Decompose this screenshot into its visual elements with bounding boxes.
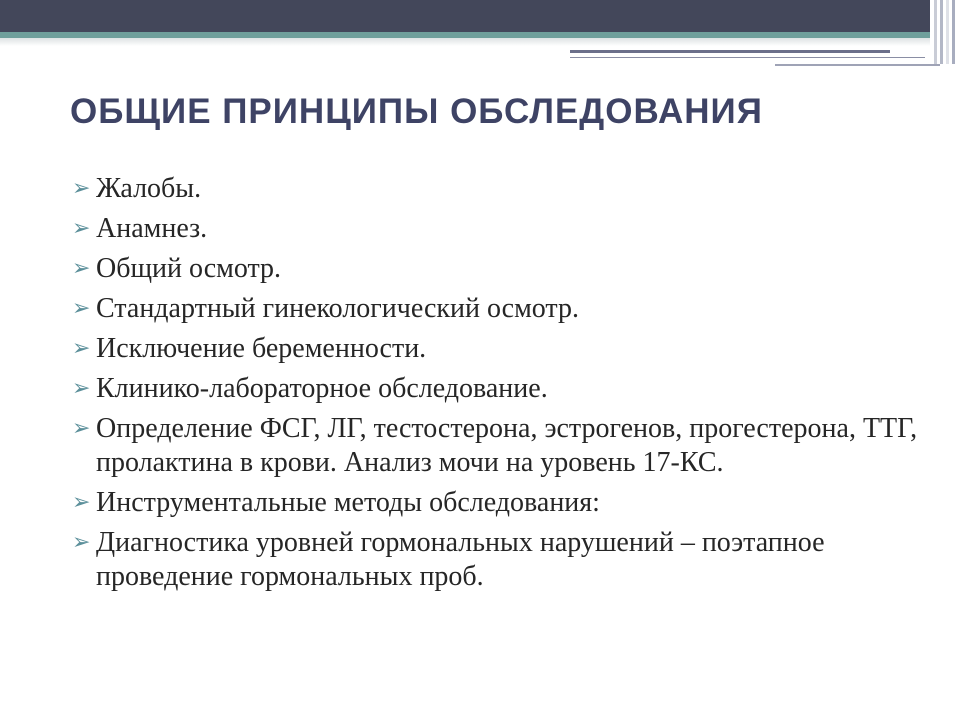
header-band [0, 0, 960, 32]
list-item [72, 412, 932, 480]
list-item [72, 292, 932, 326]
list-item [72, 252, 932, 286]
list-item-text: Стандартный гинекологический осмотр. [96, 293, 580, 324]
list-item-text: Жалобы. [96, 173, 202, 204]
decorative-line [570, 50, 890, 53]
arrowhead-bullet-icon: ➢ [72, 530, 91, 555]
list-item-text: Общий осмотр. [96, 253, 282, 284]
shadow-stripe [0, 38, 960, 46]
arrowhead-bullet-icon: ➢ [72, 176, 91, 201]
list-item [72, 486, 932, 520]
arrowhead-bullet-icon: ➢ [72, 256, 91, 281]
list-item [72, 372, 932, 406]
list-item-text: Инструментальные методы обследования: [96, 487, 600, 518]
list-item [72, 526, 932, 594]
list-item-text: Определение ФСГ, ЛГ, тестостерона, эстрогенов, прогестерона, ТТГ, пролактина в крови. Анализ мочи на уровень 17-КС. [96, 413, 918, 478]
arrowhead-bullet-icon: ➢ [72, 336, 91, 361]
arrowhead-bullet-icon: ➢ [72, 216, 91, 241]
list-item [72, 212, 932, 246]
arrowhead-bullet-icon: ➢ [72, 296, 91, 321]
decorative-line [775, 64, 940, 66]
list-item-text: Анамнез. [96, 213, 208, 244]
list-item-text: Исключение беременности. [96, 333, 427, 364]
bullet-list [72, 172, 932, 600]
corner-bar [952, 0, 955, 64]
arrowhead-bullet-icon: ➢ [72, 376, 91, 401]
slide-title: ОБЩИЕ ПРИНЦИПЫ ОБСЛЕДОВАНИЯ [70, 92, 763, 131]
list-item [72, 332, 932, 366]
list-item [72, 172, 932, 206]
arrowhead-bullet-icon: ➢ [72, 490, 91, 515]
arrowhead-bullet-icon: ➢ [72, 416, 91, 441]
decorative-line [570, 57, 925, 58]
list-item-text: Диагностика уровней гормональных нарушений – поэтапное проведение гормональных проб. [96, 527, 825, 592]
list-item-text: Клинико-лабораторное обследование. [96, 373, 548, 404]
corner-bar [934, 0, 937, 64]
corner-bar [940, 0, 943, 64]
corner-decoration [930, 0, 960, 64]
corner-bar [946, 0, 949, 64]
